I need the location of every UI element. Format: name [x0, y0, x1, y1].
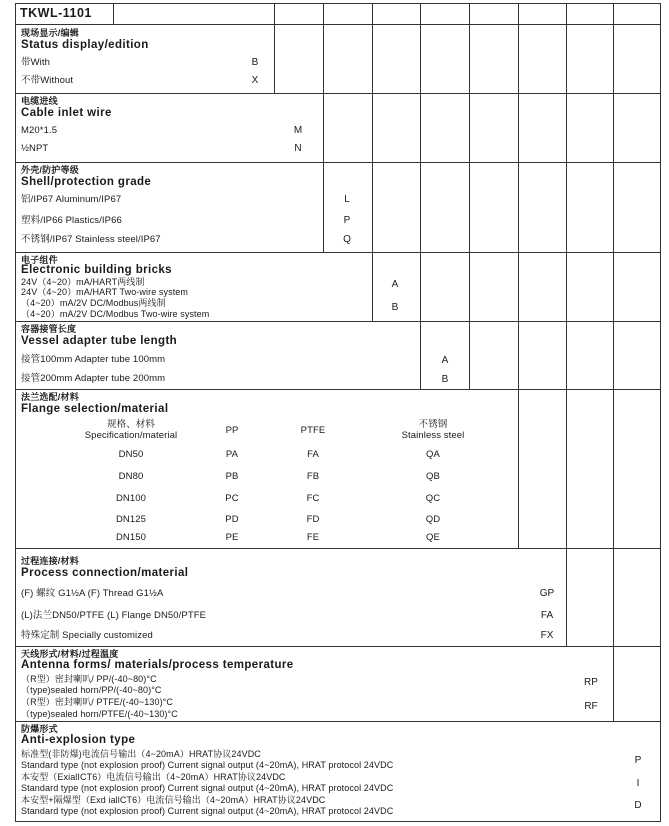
rule	[15, 389, 661, 390]
option-code: P	[634, 755, 642, 766]
section-title-en: Electronic building bricks	[21, 264, 172, 276]
rule	[15, 252, 661, 253]
option-label-en: Standard type (not explosion proof) Current signal output (4~20mA), HRAT protocol 24VDC	[21, 806, 394, 816]
flange-size: DN125	[115, 514, 147, 525]
option-label-zh: 24V（4~20）mA/HART两线制	[21, 277, 145, 287]
option-label-en: （type)sealed horn/PP/(-40~80)°C	[21, 685, 162, 695]
flange-header-ptfe: PTFE	[300, 425, 326, 436]
option-label: ½NPT	[21, 143, 49, 154]
rule	[469, 3, 470, 389]
option-label: 带With	[21, 57, 50, 68]
rule	[15, 93, 661, 94]
rule	[113, 3, 114, 24]
option-code: M	[293, 125, 303, 136]
option-code: A	[441, 355, 449, 366]
model-title: TKWL-1101	[20, 6, 92, 20]
flange-header-spec-zh: 规格、材料	[106, 419, 156, 430]
rule	[518, 3, 519, 548]
option-code: GP	[539, 588, 555, 599]
rule	[15, 821, 661, 822]
flange-code-pp: PE	[225, 532, 239, 543]
flange-code-pp: PB	[225, 471, 239, 482]
flange-code-ss: QB	[426, 471, 440, 482]
rule	[15, 321, 661, 322]
option-label-zh: （4~20）mA/2V DC/Modbus两线制	[21, 298, 166, 308]
option-code: Q	[343, 234, 351, 245]
section-title-en: Anti-explosion type	[21, 734, 136, 746]
rule	[15, 3, 16, 821]
flange-size: DN50	[118, 449, 144, 460]
rule	[323, 3, 324, 252]
flange-code-ss: QE	[426, 532, 440, 543]
section-title-zh: 过程连接/材料	[21, 556, 79, 566]
flange-code-ptfe: FB	[306, 471, 320, 482]
flange-code-ptfe: FD	[306, 514, 320, 525]
flange-size: DN80	[118, 471, 144, 482]
section-title-en: Shell/protection grade	[21, 176, 152, 188]
rule	[15, 548, 661, 549]
option-label-en: （4~20）mA/2V DC/Modbus Two-wire system	[21, 309, 210, 319]
option-code: B	[251, 57, 259, 68]
option-code: X	[251, 75, 259, 86]
flange-code-ptfe: FE	[306, 532, 320, 543]
rule	[15, 3, 661, 4]
option-code: B	[441, 374, 449, 385]
section-title-zh: 现场显示/编辑	[21, 28, 79, 38]
section-title-en: Flange selection/material	[21, 403, 169, 415]
section-title-zh: 电缆进线	[21, 96, 58, 106]
flange-code-pp: PC	[225, 493, 239, 504]
section-title-zh: 天线形式/材料/过程温度	[21, 649, 119, 659]
option-label-zh: 本安型+隔爆型（Exd iallCT6）电流信号输出（4~20mA）HRAT协议24VDC	[21, 795, 326, 805]
option-label: 接管100mm Adapter tube 100mm	[21, 354, 166, 365]
option-label: 特殊定制 Specially customized	[21, 630, 153, 641]
option-code: N	[294, 143, 302, 154]
option-label: 不带Without	[21, 75, 74, 86]
flange-code-ss: QA	[426, 449, 440, 460]
option-code: I	[636, 778, 640, 789]
section-title-zh: 电子组件	[21, 255, 58, 265]
rule	[372, 3, 373, 321]
section-title-en: Cable inlet wire	[21, 107, 112, 119]
option-code: L	[344, 194, 350, 205]
section-title-en: Vessel adapter tube length	[21, 335, 178, 347]
option-label: 接管200mm Adapter tube 200mm	[21, 373, 166, 384]
option-code: P	[343, 215, 351, 226]
option-label: 塑料/IP66 Plastics/IP66	[21, 215, 122, 226]
option-label: (L)法兰DN50/PTFE (L) Flange DN50/PTFE	[21, 610, 207, 621]
section-title-en: Antenna forms/ materials/process temperature	[21, 659, 294, 671]
section-title-en: Process connection/material	[21, 567, 189, 579]
option-label-zh: （R型）密封喇叭/ PP/(-40~80)°C	[21, 674, 157, 684]
flange-code-ss: QD	[425, 514, 441, 525]
flange-size: DN100	[115, 493, 147, 504]
flange-code-ptfe: FA	[307, 449, 319, 460]
flange-code-ptfe: FC	[306, 493, 320, 504]
option-label-zh: （R型）密封喇叭/ PTFE/(-40~130)°C	[21, 697, 173, 707]
rule	[15, 646, 661, 647]
option-label: (F) 螺纹 G1½A (F) Thread G1½A	[21, 588, 164, 599]
flange-code-ss: QC	[425, 493, 441, 504]
rule	[274, 3, 275, 93]
flange-code-pp: PD	[225, 514, 239, 525]
section-title-en: Status display/edition	[21, 39, 149, 51]
option-code: D	[634, 800, 642, 811]
rule	[420, 3, 421, 389]
option-label-zh: 本安型（ExialICT6）电流信号输出（4~20mA）HRAT协议24VDC	[21, 772, 286, 782]
flange-header-pp: PP	[225, 425, 239, 436]
option-code: RP	[584, 677, 598, 688]
option-label-en: Standard type (not explosion proof) Current signal output (4~20mA), HRAT protocol 24VDC	[21, 783, 394, 793]
rule	[15, 24, 661, 25]
option-label-zh: 标准型(非防爆)电流信号输出（4~20mA）HRAT协议24VDC	[21, 749, 261, 759]
option-code: FX	[540, 630, 554, 641]
option-code: A	[391, 279, 399, 290]
flange-size: DN150	[115, 532, 147, 543]
option-label: 铝/IP67 Aluminum/IP67	[21, 194, 122, 205]
option-label: 不锈钢/IP67 Stainless steel/IP67	[21, 234, 161, 245]
section-title-zh: 容器接管长度	[21, 324, 77, 334]
option-code: RF	[584, 701, 598, 712]
option-label-en: Standard type (not explosion proof) Current signal output (4~20mA), HRAT protocol 24VDC	[21, 760, 394, 770]
section-title-zh: 防爆形式	[21, 724, 58, 734]
option-label-en: 24V（4~20）mA/HART Two-wire system	[21, 287, 189, 297]
section-title-zh: 法兰选配/材料	[21, 392, 79, 402]
option-code: FA	[540, 610, 554, 621]
option-label-en: （type)sealed horn/PTFE/(-40~130)°C	[21, 709, 178, 719]
flange-header-ss-en: Stainless steel	[401, 430, 465, 441]
rule	[613, 3, 614, 721]
section-title-zh: 外壳/防护等级	[21, 165, 79, 175]
flange-header-ss-zh: 不锈钢	[418, 419, 448, 430]
option-label: M20*1.5	[21, 125, 58, 136]
flange-code-pp: PA	[225, 449, 239, 460]
rule	[15, 721, 661, 722]
rule	[566, 3, 567, 646]
rule	[15, 162, 661, 163]
option-code: B	[391, 302, 399, 313]
rule	[660, 3, 661, 821]
flange-header-spec-en: Specification/material	[84, 430, 178, 441]
